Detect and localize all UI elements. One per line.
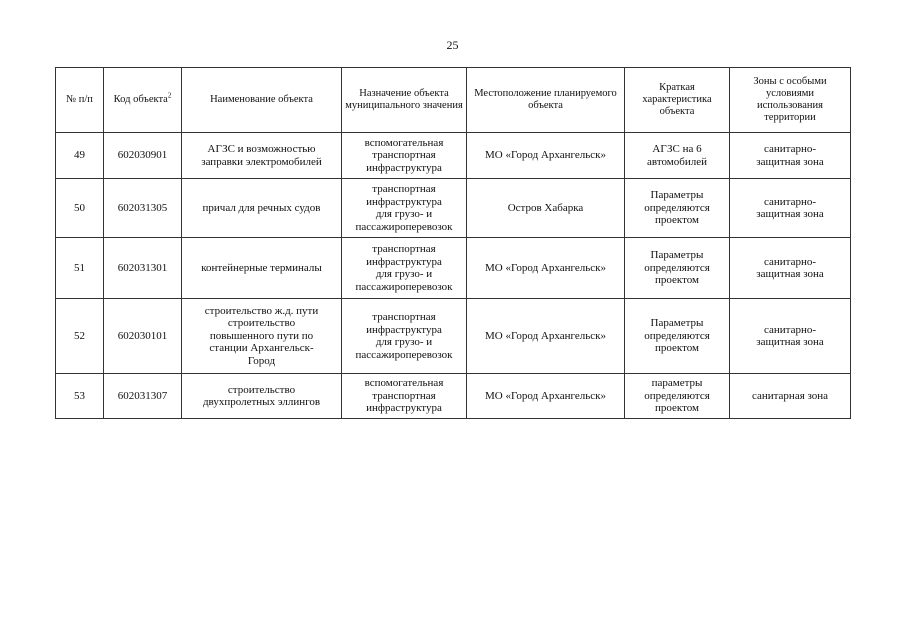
cell-num: 50 — [56, 179, 104, 238]
cell-location: МО «Город Архангельск» — [467, 299, 625, 374]
header-location: Местоположение планируемого объекта — [467, 68, 625, 133]
cell-name: контейнерные терминалы — [182, 238, 342, 299]
table-header-row — [56, 68, 851, 133]
cell-purpose: транспортная инфраструктура для грузо- и пассажироперевозок — [342, 238, 467, 299]
header-code — [104, 68, 182, 133]
header-characteristic: Краткая характеристика объекта — [625, 68, 730, 133]
header-purpose: Назначение объекта муниципального значения — [342, 68, 467, 133]
cell-characteristic: Параметры определяются проектом — [625, 299, 730, 374]
table-row — [56, 299, 851, 374]
cell-purpose: вспомогательная транспортная инфраструктура — [342, 133, 467, 179]
cell-num: 49 — [56, 133, 104, 179]
cell-location: МО «Город Архангельск» — [467, 133, 625, 179]
cell-characteristic: АГЗС на 6 автомобилей — [625, 133, 730, 179]
cell-code: 602031305 — [104, 179, 182, 238]
cell-name: АГЗС и возможностью заправки электромобилей — [182, 133, 342, 179]
cell-location: Остров Хабарка — [467, 179, 625, 238]
cell-zones: санитарно- защитная зона — [730, 299, 851, 374]
cell-characteristic: параметры определяются проектом — [625, 374, 730, 419]
cell-code: 602030101 — [104, 299, 182, 374]
table-row — [56, 238, 851, 299]
cell-num: 53 — [56, 374, 104, 419]
cell-purpose: транспортная инфраструктура для грузо- и пассажироперевозок — [342, 299, 467, 374]
header-zones: Зоны с особыми условиями использования территории — [730, 68, 851, 133]
cell-zones: санитарно- защитная зона — [730, 238, 851, 299]
objects-table — [55, 67, 851, 419]
table-row — [56, 133, 851, 179]
cell-num: 52 — [56, 299, 104, 374]
cell-characteristic: Параметры определяются проектом — [625, 179, 730, 238]
cell-code: 602030901 — [104, 133, 182, 179]
cell-name: строительство двухпролетных эллингов — [182, 374, 342, 419]
header-code-footnote: 2 — [167, 91, 172, 100]
page-number: 25 — [446, 38, 459, 52]
cell-name: строительство ж.д. пути строительство повышенного пути по станции Архангельск- Город — [182, 299, 342, 374]
table-row — [56, 374, 851, 419]
cell-purpose: транспортная инфраструктура для грузо- и пассажироперевозок — [342, 179, 467, 238]
header-code-label: Код объекта — [113, 94, 168, 105]
cell-code: 602031307 — [104, 374, 182, 419]
cell-location: МО «Город Архангельск» — [467, 374, 625, 419]
cell-num: 51 — [56, 238, 104, 299]
cell-purpose: вспомогательная транспортная инфраструктура — [342, 374, 467, 419]
table-row — [56, 179, 851, 238]
header-name: Наименование объекта — [182, 68, 342, 133]
cell-location: МО «Город Архангельск» — [467, 238, 625, 299]
cell-zones: санитарно- защитная зона — [730, 133, 851, 179]
cell-zones: санитарная зона — [730, 374, 851, 419]
header-num: № п/п — [56, 68, 104, 133]
cell-zones: санитарно- защитная зона — [730, 179, 851, 238]
cell-characteristic: Параметры определяются проектом — [625, 238, 730, 299]
cell-code: 602031301 — [104, 238, 182, 299]
cell-name: причал для речных судов — [182, 179, 342, 238]
